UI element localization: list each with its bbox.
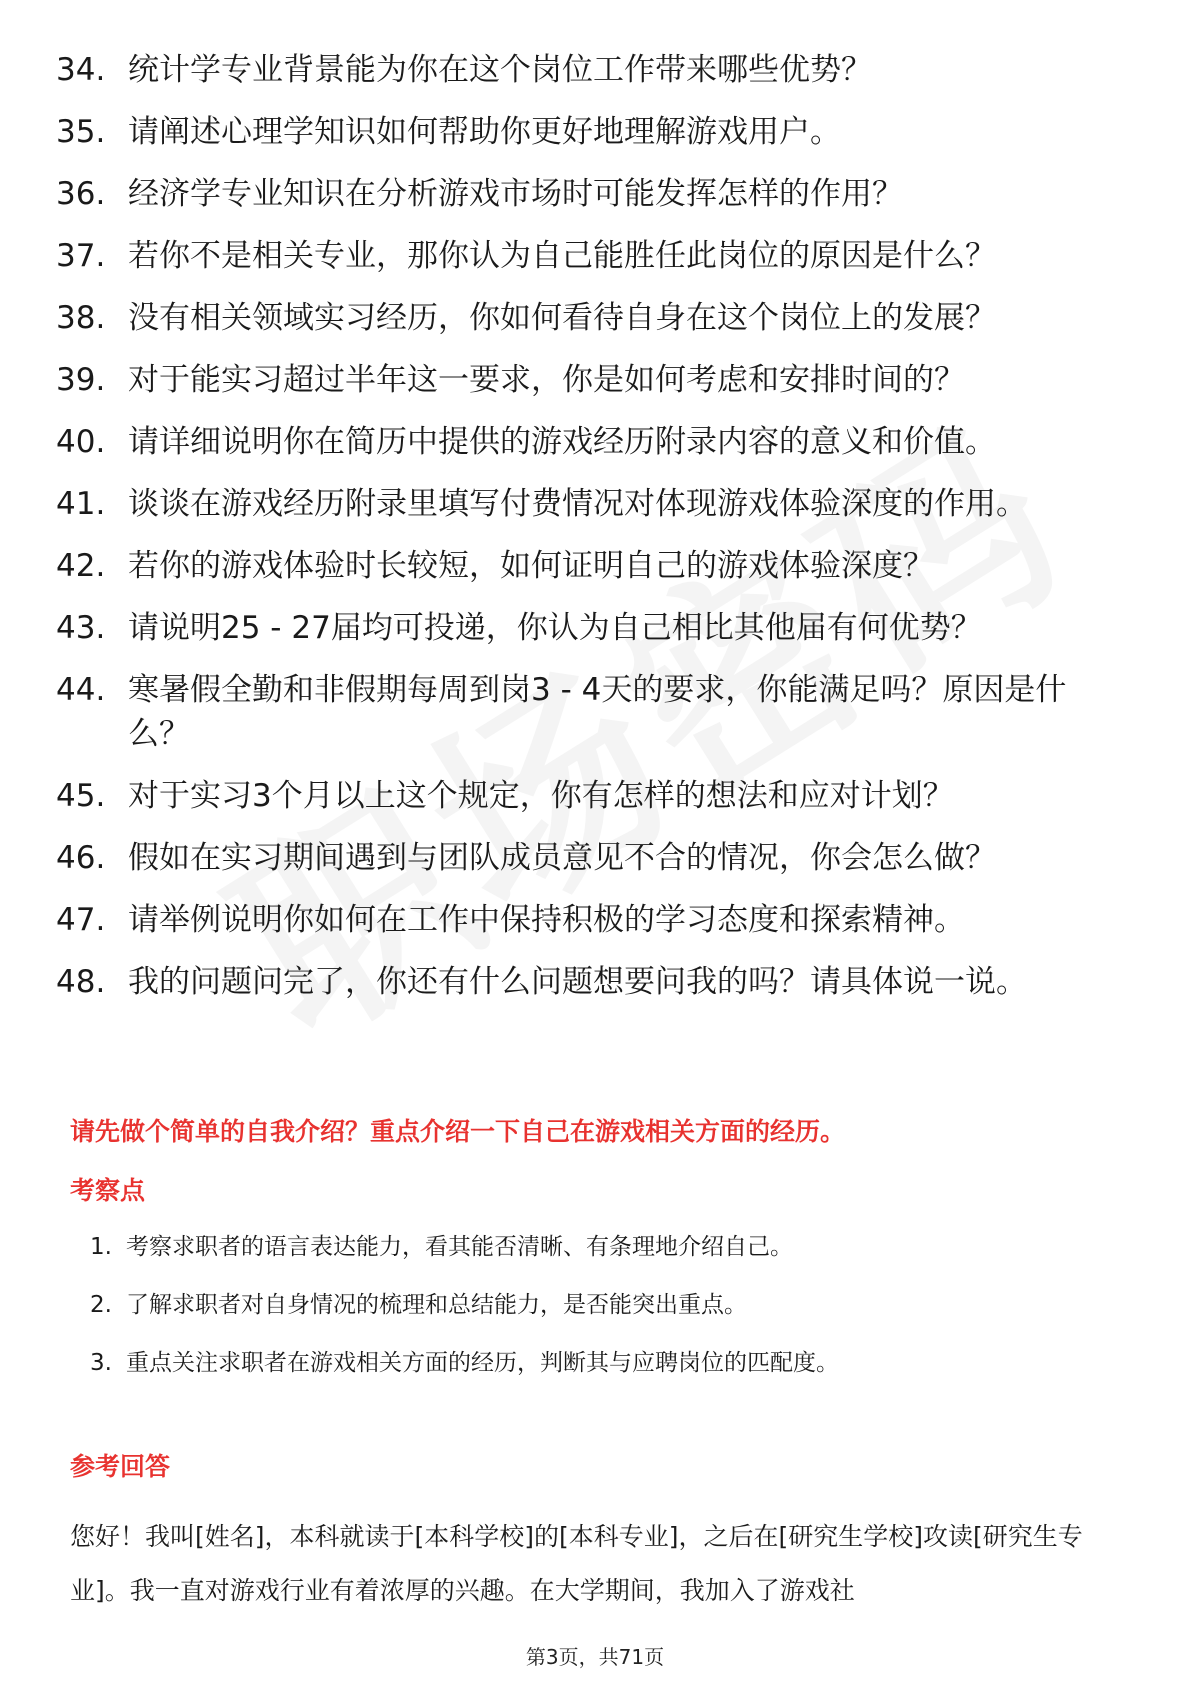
question-number: 34.	[56, 52, 106, 88]
question-number: 35.	[56, 114, 106, 150]
question-item	[56, 482, 1116, 526]
page-footer: 第3页，共71页	[525, 1645, 665, 1669]
assessment-point	[90, 1288, 1090, 1322]
assessment-heading: 考察点	[70, 1176, 146, 1205]
assessment-point	[90, 1230, 1090, 1264]
question-text: 若你不是相关专业，那你认为自己能胜任此岗位的原因是什么？	[128, 238, 996, 274]
question-item	[56, 960, 1116, 1004]
question-item	[56, 48, 1116, 92]
reference-answer: 您好！我叫[姓名]，本科就读于[本科学校]的[本科专业]，之后在[研究生学校]攻读[研究生专业]。我一直对游戏行业有着浓厚的兴趣。在大学期间，我加入了游戏社	[70, 1522, 1083, 1605]
question-text: 统计学专业背景能为你在这个岗位工作带来哪些优势？	[128, 52, 872, 88]
question-item	[56, 358, 1116, 402]
question-number: 48.	[56, 964, 106, 1000]
question-item	[56, 110, 1116, 154]
question-item	[56, 420, 1116, 464]
question-item	[56, 234, 1116, 278]
point-number: 2.	[90, 1292, 112, 1318]
question-number: 39.	[56, 362, 106, 398]
question-text: 谈谈在游戏经历附录里填写付费情况对体现游戏体验深度的作用。	[128, 486, 1027, 522]
question-number: 43.	[56, 610, 106, 646]
question-text: 若你的游戏体验时长较短，如何证明自己的游戏体验深度？	[128, 548, 934, 584]
question-item	[56, 898, 1116, 942]
question-text: 我的问题问完了，你还有什么问题想要问我的吗？请具体说一说。	[128, 964, 1027, 1000]
question-number: 37.	[56, 238, 106, 274]
question-item	[56, 668, 1116, 756]
question-number: 38.	[56, 300, 106, 336]
assessment-points	[90, 1230, 1090, 1404]
question-text: 请举例说明你如何在工作中保持积极的学习态度和探索精神。	[128, 902, 965, 938]
question-text: 请详细说明你在简历中提供的游戏经历附录内容的意义和价值。	[128, 424, 996, 460]
question-text: 对于能实习超过半年这一要求，你是如何考虑和安排时间的？	[128, 362, 965, 398]
question-list	[56, 48, 1116, 1022]
question-item	[56, 172, 1116, 216]
point-number: 1.	[90, 1234, 112, 1260]
question-number: 42.	[56, 548, 106, 584]
question-text: 经济学专业知识在分析游戏市场时可能发挥怎样的作用？	[128, 176, 903, 212]
assessment-point	[90, 1346, 1090, 1380]
question-number: 47.	[56, 902, 106, 938]
question-number: 44.	[56, 672, 106, 708]
point-text: 考察求职者的语言表达能力，看其能否清晰、有条理地介绍自己。	[126, 1234, 793, 1260]
question-text: 请说明25 - 27届均可投递，你认为自己相比其他届有何优势？	[128, 610, 982, 646]
question-text: 没有相关领域实习经历，你如何看待自身在这个岗位上的发展？	[128, 300, 996, 336]
question-item	[56, 836, 1116, 880]
question-item	[56, 544, 1116, 588]
point-text: 了解求职者对自身情况的梳理和总结能力，是否能突出重点。	[126, 1292, 747, 1318]
question-text: 对于实习3个月以上这个规定，你有怎样的想法和应对计划？	[128, 778, 954, 814]
point-text: 重点关注求职者在游戏相关方面的经历，判断其与应聘岗位的匹配度。	[126, 1350, 839, 1376]
question-number: 45.	[56, 778, 106, 814]
question-item	[56, 296, 1116, 340]
reference-heading: 参考回答	[70, 1452, 171, 1481]
question-number: 36.	[56, 176, 106, 212]
question-text: 请阐述心理学知识如何帮助你更好地理解游戏用户。	[128, 114, 841, 150]
question-text: 假如在实习期间遇到与团队成员意见不合的情况，你会怎么做？	[128, 840, 996, 876]
question-number: 41.	[56, 486, 106, 522]
featured-question-title: 请先做个简单的自我介绍？重点介绍一下自己在游戏相关方面的经历。	[70, 1117, 846, 1146]
point-number: 3.	[90, 1350, 112, 1376]
question-item	[56, 606, 1116, 650]
question-number: 40.	[56, 424, 106, 460]
question-item	[56, 774, 1116, 818]
question-number: 46.	[56, 840, 106, 876]
question-text: 寒暑假全勤和非假期每周到岗3 - 4天的要求，你能满足吗？原因是什么？	[128, 672, 1067, 752]
